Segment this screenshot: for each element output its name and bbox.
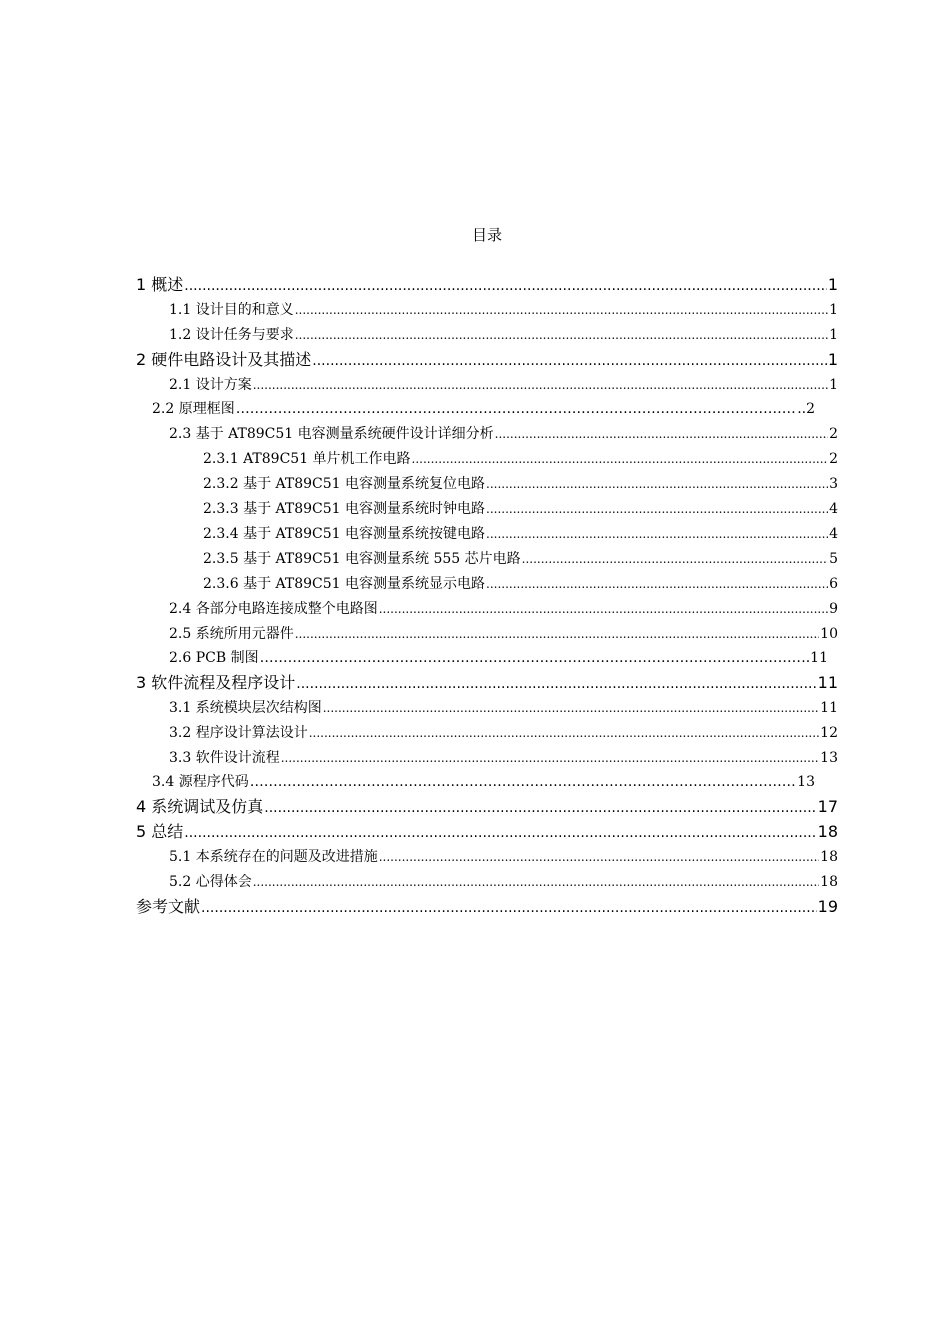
- toc-entry-page: 11: [817, 673, 838, 692]
- toc-entry-label: 2.5 系统所用元器件: [169, 626, 294, 642]
- toc-entry-page: 18: [820, 849, 838, 865]
- toc-entry-label: 4 系统调试及仿真: [136, 797, 264, 816]
- dot-leader: [412, 447, 829, 471]
- toc-entry-3-3[interactable]: [169, 746, 838, 770]
- toc-entry-page: 1: [829, 377, 838, 393]
- dot-leader: [323, 696, 819, 720]
- toc-entry-2-2[interactable]: [152, 397, 815, 421]
- toc-entry-2-3-1[interactable]: [203, 447, 838, 471]
- dot-leader: [264, 796, 816, 820]
- toc-entry-1[interactable]: [136, 273, 838, 297]
- toc-entry-label: 2.3.5 基于 AT89C51 电容测量系统 555 芯片电路: [203, 551, 521, 567]
- toc-entry-label: 2 硬件电路设计及其描述: [136, 350, 312, 369]
- toc-entry-page: 2: [829, 426, 838, 442]
- ellipsis-leader: [250, 770, 796, 794]
- toc-title: 目录: [471, 226, 502, 244]
- toc-entry-2-3-2[interactable]: [203, 472, 838, 496]
- toc-entry-page: ..2: [797, 401, 815, 417]
- dot-leader: [281, 746, 819, 770]
- toc-entry-2-3-6[interactable]: [203, 572, 838, 596]
- toc-entry-page: 1: [829, 327, 838, 343]
- toc-entry-page: 5: [829, 551, 838, 567]
- dot-leader: [309, 721, 819, 745]
- toc-entry-label: 2.3.4 基于 AT89C51 电容测量系统按键电路: [203, 526, 485, 542]
- toc-entry-page: 11: [820, 700, 838, 716]
- toc-entry-2-5[interactable]: [169, 622, 838, 646]
- dot-leader: [522, 547, 828, 571]
- toc-entry-1-2[interactable]: [169, 323, 838, 347]
- toc-entry-label: 2.6 PCB 制图: [169, 650, 259, 666]
- dot-leader: [296, 672, 816, 696]
- toc-entry-page: 1: [827, 350, 838, 369]
- toc-entry-label: 参考文献: [136, 897, 201, 916]
- ellipsis-leader: [260, 646, 801, 670]
- toc-entry-label: 3.2 程序设计算法设计: [169, 725, 308, 741]
- toc-entry-5[interactable]: [136, 820, 838, 844]
- dot-leader: [253, 870, 819, 894]
- toc-entry-3-1[interactable]: [169, 696, 838, 720]
- toc-entry-5-1[interactable]: [169, 845, 838, 869]
- toc-entry-label: 2.3.1 AT89C51 单片机工作电路: [203, 451, 411, 467]
- toc-entry-label: 5.2 心得体会: [169, 874, 252, 890]
- dot-leader: [486, 522, 828, 546]
- toc-entry-2-6[interactable]: [169, 646, 828, 670]
- toc-entry-2-3-4[interactable]: [203, 522, 838, 546]
- toc-entry-page: 2: [829, 451, 838, 467]
- toc-entry-page: 18: [820, 874, 838, 890]
- toc-entry-2-1[interactable]: [169, 373, 838, 397]
- dot-leader: [184, 274, 827, 298]
- toc-entry-2-3[interactable]: [169, 422, 838, 446]
- dot-leader: [253, 373, 828, 397]
- dot-leader: [495, 422, 828, 446]
- toc-entry-label: 3.1 系统模块层次结构图: [169, 700, 322, 716]
- toc-entry-page: 3: [829, 476, 838, 492]
- toc-entry-page: ..11: [801, 650, 828, 666]
- toc-entry-page: 4: [829, 526, 838, 542]
- toc-entry-page: 10: [820, 626, 838, 642]
- dot-leader: [201, 896, 817, 920]
- toc-entry-3-4[interactable]: [152, 770, 815, 794]
- toc-entry-label: 2.4 各部分电路连接成整个电路图: [169, 601, 378, 617]
- ellipsis-leader: [236, 397, 796, 421]
- toc-entry-label: 3.3 软件设计流程: [169, 750, 280, 766]
- dot-leader: [486, 572, 828, 596]
- toc-entry-label: 1 概述: [136, 275, 184, 294]
- dot-leader: [295, 298, 828, 322]
- toc-entry-label: 2.2 原理框图: [152, 401, 235, 417]
- toc-entry-page: 19: [817, 897, 838, 916]
- toc-entry-5-2[interactable]: [169, 870, 838, 894]
- toc-entry-2-3-5[interactable]: [203, 547, 838, 571]
- dot-leader: [379, 845, 819, 869]
- toc-entry-page: 1: [829, 302, 838, 318]
- toc-entry-page: 18: [817, 822, 838, 841]
- toc-entry-label: 1.2 设计任务与要求: [169, 327, 294, 343]
- toc-entry-page: 4: [829, 501, 838, 517]
- toc-entry-1-1[interactable]: [169, 298, 838, 322]
- dot-leader: [184, 821, 816, 845]
- toc-entry-label: 5 总结: [136, 822, 184, 841]
- toc-entry-label: 3 软件流程及程序设计: [136, 673, 296, 692]
- toc-entry-label: 2.3.3 基于 AT89C51 电容测量系统时钟电路: [203, 501, 485, 517]
- toc-entry-2[interactable]: [136, 348, 838, 372]
- toc-entry-label: 2.1 设计方案: [169, 377, 252, 393]
- toc-entry-label: 2.3.6 基于 AT89C51 电容测量系统显示电路: [203, 576, 485, 592]
- toc-entry-page: 13: [797, 774, 815, 790]
- toc-entry-label: 2.3 基于 AT89C51 电容测量系统硬件设计详细分析: [169, 426, 494, 442]
- toc-entry-4[interactable]: [136, 795, 838, 819]
- dot-leader: [295, 323, 828, 347]
- toc-entry-page: 9: [829, 601, 838, 617]
- toc-entry-page: 17: [817, 797, 838, 816]
- toc-entry-label: 1.1 设计目的和意义: [169, 302, 294, 318]
- toc-entry-2-3-3[interactable]: [203, 497, 838, 521]
- toc-entry-label: 3.4 源程序代码: [152, 774, 249, 790]
- toc-entry-page: 1: [827, 275, 838, 294]
- toc-entry-label: 2.3.2 基于 AT89C51 电容测量系统复位电路: [203, 476, 485, 492]
- toc-entry-page: 12: [820, 725, 838, 741]
- toc-entry-3-2[interactable]: [169, 721, 838, 745]
- toc-entry-2-4[interactable]: [169, 597, 838, 621]
- dot-leader: [295, 622, 819, 646]
- toc-entry-page: 13: [820, 750, 838, 766]
- toc-entry-references[interactable]: [136, 895, 838, 919]
- dot-leader: [486, 472, 828, 496]
- dot-leader: [379, 597, 828, 621]
- dot-leader: [312, 349, 827, 373]
- toc-entry-3[interactable]: [136, 671, 838, 695]
- toc-entry-page: 6: [829, 576, 838, 592]
- toc-entry-label: 5.1 本系统存在的问题及改进措施: [169, 849, 378, 865]
- dot-leader: [486, 497, 828, 521]
